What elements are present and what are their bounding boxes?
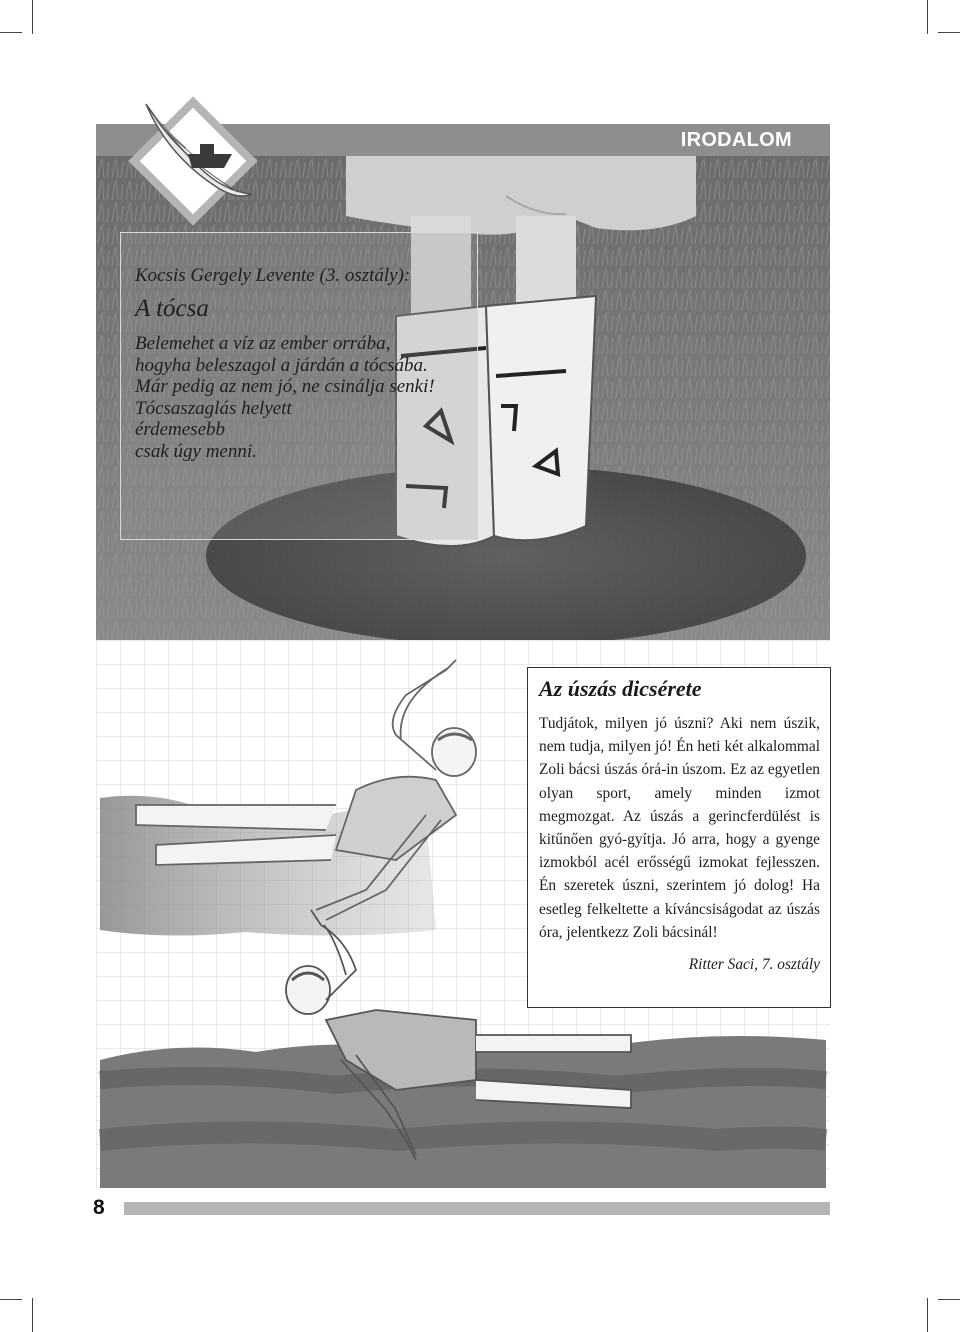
- crop-mark: [938, 32, 960, 33]
- poem-line: érdemesebb: [135, 419, 226, 440]
- poem-line: Tócsaszaglás helyett: [135, 397, 292, 419]
- article-box: [527, 667, 831, 1008]
- poem-line: hogyha beleszagol a járdán a tócsába.: [135, 354, 428, 376]
- poem-line: Belemehet a víz az ember orrába,: [135, 333, 391, 354]
- crop-mark: [0, 1299, 22, 1300]
- crop-mark: [32, 1298, 33, 1332]
- article-title: Az úszás dicsérete: [539, 676, 702, 701]
- poem-box: [120, 232, 478, 540]
- crop-mark: [32, 0, 33, 34]
- feather-ship-logo-icon: [128, 96, 258, 226]
- poem-line: csak úgy menni.: [135, 440, 257, 462]
- page-number: 8: [93, 1196, 105, 1219]
- footer-bar: [124, 1202, 830, 1215]
- poem-line: Már pedig az nem jó, ne csinálja senki!: [135, 376, 435, 397]
- crop-mark: [927, 0, 928, 34]
- crop-mark: [927, 1298, 928, 1332]
- crop-mark: [938, 1299, 960, 1300]
- article-body: Tudjátok, milyen jó úszni? Aki nem úszik, nem tudja, milyen jó! Én heti két alkalommal Zoli bácsi úszás órá-in úszom. Ez az egyetlen olyan sport, amely minden izmot megmozgat. Az úszás a gerincferdülést is kitűnően gyó-gyítja. Jó arra, hogy a gyenge izmokból acél erősségű izmokat fejlesszen. Én szeretek úszni, szerintem jó dolog! Ha esetleg felkeltette a kíváncsiságodat az úszás óra, jelentkezz Zoli bácsinál!: [539, 715, 820, 941]
- poem-title: A tócsa: [135, 295, 209, 322]
- section-title: IRODALOM: [680, 129, 792, 151]
- crop-mark: [0, 32, 22, 33]
- article-signature: Ritter Saci, 7. osztály: [688, 956, 820, 974]
- poem-author: Kocsis Gergely Levente (3. osztály):: [135, 265, 411, 286]
